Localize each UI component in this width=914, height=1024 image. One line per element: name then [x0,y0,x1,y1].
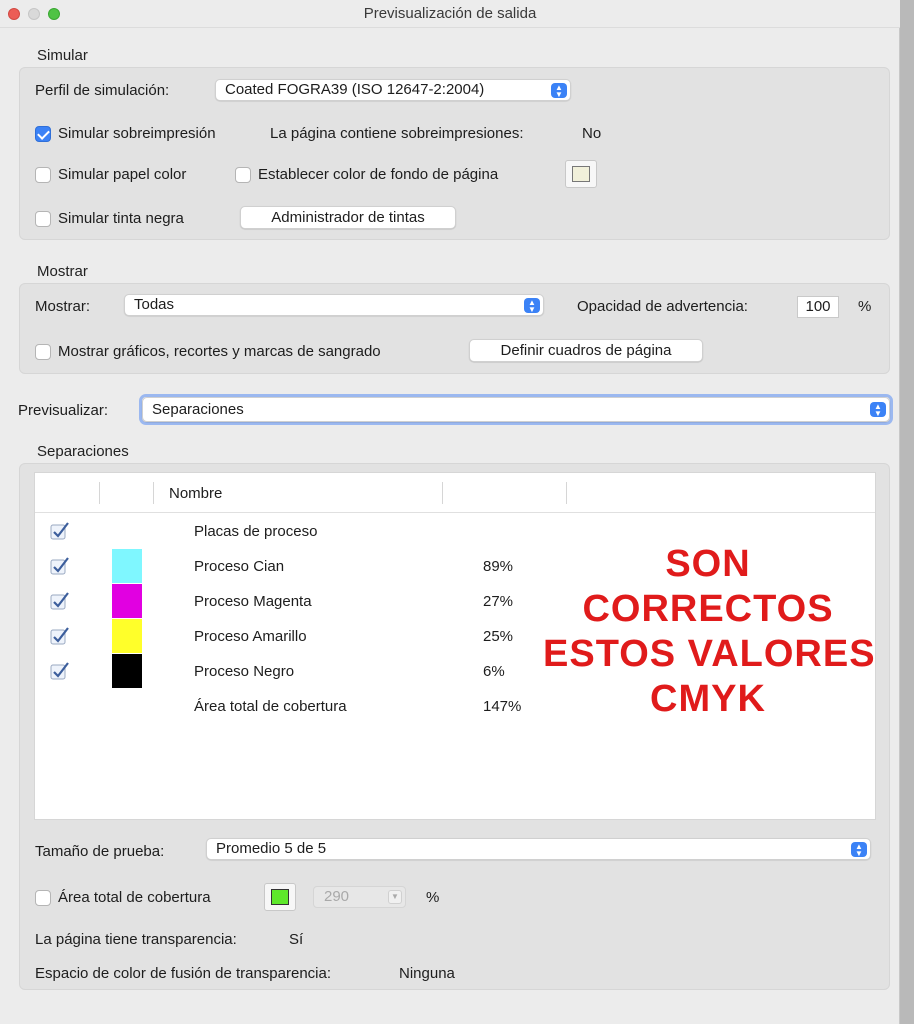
simular-papel-color-checkbox[interactable] [35,167,51,183]
tamano-prueba-dropdown[interactable] [206,838,871,860]
definir-cuadros-pagina-button[interactable]: Definir cuadros de página [469,339,703,362]
cobertura-value-dropdown [313,886,406,908]
cobertura-unit: % [426,889,440,906]
column-divider [566,482,567,504]
separaciones-table [34,472,876,820]
table-header [35,473,875,513]
color-fondo-swatch-button[interactable] [565,160,597,188]
cobertura-color-swatch-button[interactable] [264,883,296,911]
contiene-sobreimpresiones-label: La página contiene sobreimpresiones: [270,125,524,142]
mostrar-label: Mostrar: [35,298,91,315]
magenta-ink-swatch [112,584,142,618]
cobertura-value: 290 [324,888,350,905]
updown-chevron-icon: ▲ ▼ [870,402,886,417]
simular-papel-color-label: Simular papel color [58,166,187,183]
simular-sobreimpresion-checkbox[interactable] [35,126,51,142]
simular-sobreimpresion-label: Simular sobreimpresión [58,125,216,142]
annotation-line: SON [665,543,751,585]
window-title: Previsualización de salida [363,5,537,22]
annotation-line: ESTOS VALORES [543,633,876,675]
color-fondo-swatch [572,166,590,182]
transparencia-value: Sí [289,931,304,948]
mostrar-graficos-label: Mostrar gráficos, recortes y marcas de sangrado [58,343,381,360]
separation-name: Proceso Magenta [194,593,312,610]
annotation-line: CORRECTOS [582,588,834,630]
checkmark-icon[interactable] [50,626,70,646]
annotation-line: CMYK [650,678,766,720]
contiene-sobreimpresiones-value: No [582,125,602,142]
establecer-color-fondo-label: Establecer color de fondo de página [258,166,499,183]
area-total-cobertura-checkbox[interactable] [35,890,51,906]
column-divider [99,482,100,504]
cobertura-color-swatch [271,889,289,905]
separation-name: Proceso Cian [194,558,285,575]
column-header-nombre[interactable]: Nombre [169,485,223,502]
administrador-tintas-button[interactable]: Administrador de tintas [240,206,456,229]
simular-tinta-negra-label: Simular tinta negra [58,210,184,227]
mostrar-section-label: Mostrar [37,263,88,280]
transparencia-label: La página tiene transparencia: [35,931,237,948]
mostrar-graficos-checkbox[interactable] [35,344,51,360]
previsualizar-label: Previsualizar: [18,402,109,419]
title-bar [0,0,900,28]
perfil-simulacion-dropdown[interactable] [215,79,571,101]
previsualizar-value: Separaciones [152,401,244,418]
area-total-cobertura-label: Área total de cobertura [58,889,211,906]
separation-value: 27% [483,593,514,610]
updown-chevron-icon: ▲ ▼ [524,298,540,313]
opacidad-unit: % [858,298,872,315]
espacio-color-fusion-value: Ninguna [399,965,455,982]
separation-value: 6% [483,663,505,680]
cyan-ink-swatch [112,549,142,583]
updown-chevron-icon: ▲ ▼ [551,83,567,98]
checkmark-icon[interactable] [50,591,70,611]
separation-value: 25% [483,628,514,645]
yellow-ink-swatch [112,619,142,653]
tamano-prueba-value: Promedio 5 de 5 [216,840,327,857]
perfil-simulacion-value: Coated FOGRA39 (ISO 12647-2:2004) [225,81,485,98]
simular-section-label: Simular [37,47,88,64]
separation-name: Área total de cobertura [194,698,347,715]
mostrar-value: Todas [134,296,175,313]
chevron-down-icon: ▼ [388,890,402,904]
establecer-color-fondo-checkbox[interactable] [235,167,251,183]
separation-name: Proceso Amarillo [194,628,307,645]
previsualizar-dropdown[interactable] [142,397,890,422]
separation-name: Proceso Negro [194,663,295,680]
mostrar-dropdown[interactable] [124,294,544,316]
separation-value: 147% [483,698,522,715]
checkmark-icon[interactable] [50,556,70,576]
tamano-prueba-label: Tamaño de prueba: [35,843,165,860]
column-divider [153,482,154,504]
checkmark-icon[interactable] [50,661,70,681]
simular-tinta-negra-checkbox[interactable] [35,211,51,227]
black-ink-swatch [112,654,142,688]
separation-value: 89% [483,558,514,575]
separaciones-section-label: Separaciones [37,443,129,460]
column-divider [442,482,443,504]
updown-chevron-icon: ▲ ▼ [851,842,867,857]
perfil-simulacion-label: Perfil de simulación: [35,82,170,99]
espacio-color-fusion-label: Espacio de color de fusión de transparencia: [35,965,332,982]
opacidad-advertencia-label: Opacidad de advertencia: [577,298,748,315]
opacidad-advertencia-input[interactable]: 100 [797,296,839,318]
separation-name: Placas de proceso [194,523,318,540]
checkmark-icon[interactable] [50,521,70,541]
